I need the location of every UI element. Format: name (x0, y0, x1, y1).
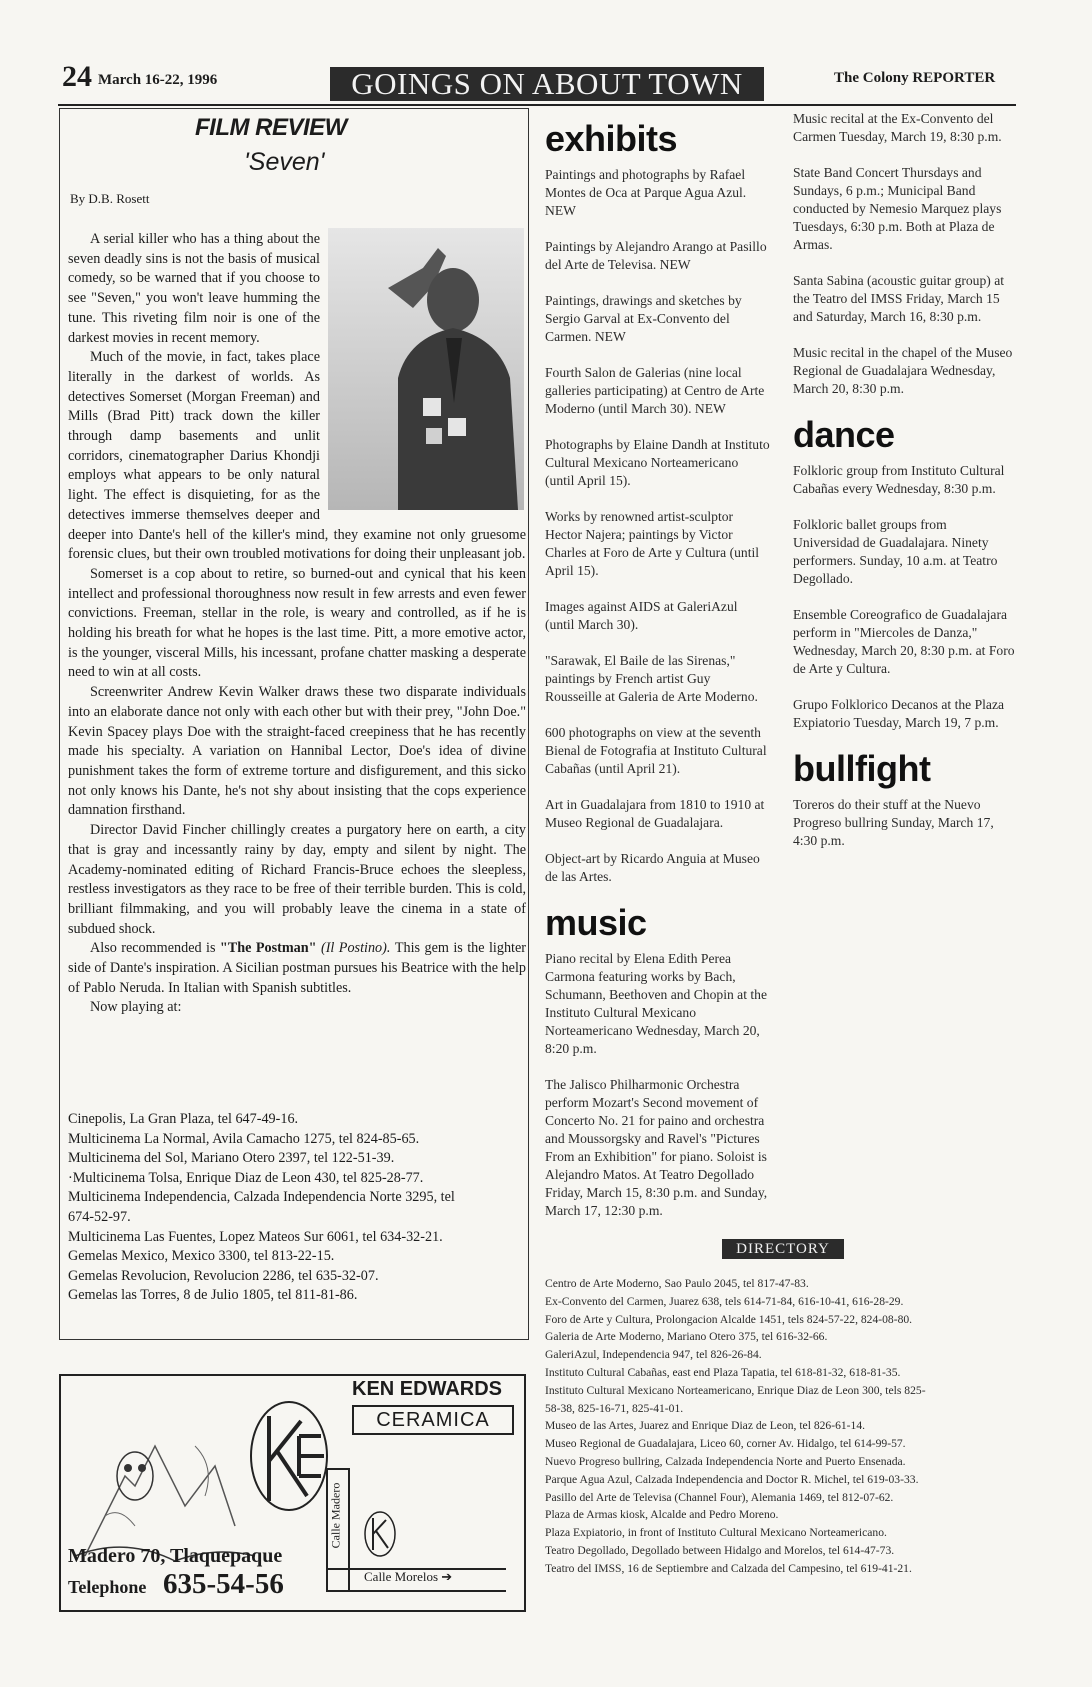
location-map (326, 1468, 511, 1596)
exhibit-item: Paintings and photographs by Rafael Montes de Oca at Parque Agua Azul. NEW (545, 167, 747, 218)
exhibit-item: Images against AIDS at GaleriAzul (until March 30). (545, 599, 738, 632)
review-paragraph: Much of the movie, in fact, takes place literally in the darkest of worlds. As detectives Somerset (Morgan Freeman) and Mills (Brad Pitt) track down the killer through damp basements and unlit corridors, cinematographer Darius Khondji employs what appears to be only natural light. The effect is disquieting, for as the detectives immerse themselves deeper and deeper into Dante's hell of the killer's mind, they examine not only gruesome forensic clues, but their own troubled motivations for doing their unpleasant job. (68, 349, 526, 563)
directory-entry: Parque Agua Azul, Calzada Independencia and Doctor R. Michel, tel 619-03-33. (545, 1472, 919, 1486)
directory-entry: Plaza de Armas kiosk, Alcalde and Pedro Moreno. (545, 1508, 779, 1522)
directory-label: DIRECTORY (722, 1239, 844, 1259)
exhibit-item: Art in Guadalajara from 1810 to 1910 at Museo Regional de Guadalajara. (545, 797, 765, 830)
original-title: (Il Postino). (316, 940, 395, 957)
dance-item: Folkloric ballet groups from Universidad de Guadalajara. Ninety performers. Sunday, 10 a.m. at Teatro Degollado. (793, 517, 998, 586)
music-item: Music recital at the Ex-Convento del Carmen Tuesday, March 19, 8:30 p.m. (793, 111, 1002, 144)
dance-item: Ensemble Coreografico de Guadalajara perform in "Miercoles de Danza," Wednesday, March 20, 8:30 p.m. at Foro de Arte y Cultura. (793, 607, 1015, 676)
cinema-listing: Gemelas Revolucion, Revolucion 2286, tel 635-32-07. (68, 1267, 379, 1284)
directory-entry: Museo de las Artes, Juarez and Enrique Diaz de Leon, tel 826-61-14. (545, 1419, 866, 1433)
film-review-body (68, 230, 526, 1018)
dance-item: Grupo Folklorico Decanos at the Plaza Expiatorio Tuesday, March 19, 7 p.m. (793, 697, 1005, 730)
section-banner: GOINGS ON ABOUT TOWN (330, 67, 764, 101)
exhibit-item: Photographs by Elaine Dandh at Instituto Cultural Mexicano Norteamericano (until April 15). (545, 437, 770, 488)
directory-entry: Museo Regional de Guadalajara, Liceo 60, corner Av. Hidalgo, tel 614-99-57. (545, 1437, 906, 1451)
cinema-listing: ·Multicinema Tolsa, Enrique Diaz de Leon 430, tel 825-28-77. (68, 1169, 424, 1186)
music-heading: music (545, 902, 647, 943)
directory-entry: Galeria de Arte Moderno, Mariano Otero 375, tel 616-32-66. (545, 1330, 828, 1344)
music-item: Music recital in the chapel of the Museo Regional de Guadalajara Wednesday, March 20, 8:30 p.m. (793, 345, 1013, 396)
byline: By D.B. Rosett (70, 191, 150, 206)
film-still-photo (328, 228, 524, 510)
map-ke-logo-icon (358, 1508, 402, 1560)
music-item: The Jalisco Philharmonic Orchestra perform Mozart's Second movement of Concerto No. 21 for paino and orchestra and Moussorgsky and Ravel's "Pictures From an Exhibition" for piano. Soloist is Alejandro Matos. At Teatro Degollado Friday, March 15, 8:30 p.m. and Sunday, March 17, 12:30 p.m. (545, 1077, 768, 1218)
ad-telephone: 635-54-56 (163, 1568, 284, 1600)
issue-date: March 16-22, 1996 (98, 72, 218, 88)
cinema-listing: Multicinema Las Fuentes, Lopez Mateos Sur 6061, tel 634-32-21. (68, 1228, 443, 1245)
page-number: 24 (62, 60, 92, 93)
map-label-madero: Calle Madero (328, 1482, 343, 1549)
listings-column-2 (545, 120, 770, 1238)
now-playing-label: Now playing at: (90, 999, 182, 1016)
exhibit-item: 600 photographs on view at the seventh Bienal de Fotografia at Instituto Cultural Cabañas (until April 21). (545, 725, 767, 776)
directory-entry: Plaza Expiatorio, in front of Instituto Cultural Mexicano Norteamericano. (545, 1526, 887, 1540)
exhibit-item: Works by renowned artist-sculptor Hector Najera; paintings by Victor Charles at Foro de Arte y Cultura (until April 15). (545, 509, 760, 578)
bullfight-heading: bullfight (793, 748, 931, 789)
cinema-listing: 674-52-97. (68, 1208, 131, 1225)
directory-entry: Pasillo del Arte de Televisa (Channel Four), Alemania 1469, tel 812-07-62. (545, 1490, 894, 1504)
dance-item: Folkloric group from Instituto Cultural Cabañas every Wednesday, 8:30 p.m. (793, 463, 1005, 496)
bullfight-item: Toreros do their stuff at the Nuevo Progreso bullring Sunday, March 17, 4:30 p.m. (793, 797, 994, 848)
music-item: Santa Sabina (acoustic guitar group) at the Teatro del IMSS Friday, March 15 and Saturday, March 16, 8:30 p.m. (793, 273, 1005, 324)
review-paragraph: Somerset is a cop about to retire, so burned-out and cynical that his keen intellect and professional thoroughness now result in few arrests and even fewer convictions. Freeman, stellar in the role, is weary and controlled, as if he is holding his breath for what he hopes is the last time. Pitt, a more emotive actor, is the younger, visceral Mills, his incessant, profane chatter masking a desperate need to win at all costs. (68, 565, 526, 681)
exhibit-item: Fourth Salon de Galerias (nine local galleries participating) at Centro de Arte Moderno (until March 30). NEW (545, 365, 765, 416)
cinema-listing: Multicinema La Normal, Avila Camacho 1275, tel 824-85-65. (68, 1130, 420, 1147)
directory-list (545, 1275, 1020, 1578)
directory-entry: Instituto Cultural Cabañas, east end Plaza Tapatia, tel 618-81-32, 618-81-35. (545, 1365, 901, 1379)
review-paragraph (68, 939, 526, 998)
exhibit-item: Paintings by Alejandro Arango at Pasillo del Arte de Televisa. NEW (545, 239, 767, 272)
cinema-listing: Gemelas las Torres, 8 de Julio 1805, tel 811-81-86. (68, 1287, 358, 1304)
music-item: State Band Concert Thursdays and Sundays, 6 p.m.; Municipal Band conducted by Nemesio Marquez plays Tuesdays, 6:30 p.m. Both at Plaza de Armas. (793, 165, 1002, 252)
directory-entry: Ex-Convento del Carmen, Juarez 638, tels 614-71-84, 616-10-41, 616-28-29. (545, 1294, 904, 1308)
directory-entry: Centro de Arte Moderno, Sao Paulo 2045, tel 817-47-83. (545, 1277, 809, 1290)
actor-photo-image (328, 228, 524, 510)
directory-entry: Foro de Arte y Cultura, Prolongacion Alcalde 1451, tels 824-57-22, 824-08-80. (545, 1312, 913, 1326)
exhibit-item: Object-art by Ricardo Anguia at Museo de las Artes. (545, 851, 760, 884)
dance-heading: dance (793, 414, 895, 455)
directory-entry: Teatro Degollado, Degollado between Hidalgo and Morelos, tel 614-47-73. (545, 1543, 895, 1557)
cinema-listing: Gemelas Mexico, Mexico 3300, tel 813-22-15. (68, 1248, 335, 1265)
exhibits-heading: exhibits (545, 118, 678, 159)
recommend-intro: Also recommended is (90, 940, 220, 957)
recommend-text: This gem is the lighter side of Dante's inspiration. A Sicilian postman pursues his Beatrice with the help of Pablo Neruda. In Italian with Spanish subtitles. (68, 940, 527, 996)
directory-entry: Instituto Cultural Mexicano Norteamericano, Enrique Diaz de Leon 300, tels 825- (545, 1383, 926, 1397)
cinema-listings (68, 1110, 526, 1306)
directory-entry: Nuevo Progreso bullring, Calzada Independencia Norte and Puerto Ensenada. (545, 1454, 906, 1468)
cinema-listing: Multicinema Independencia, Calzada Independencia Norte 3295, tel (68, 1189, 455, 1206)
listings-column-3 (793, 110, 1015, 868)
paper-name: The Colony REPORTER (834, 70, 996, 86)
cinema-listing: Multicinema del Sol, Mariano Otero 2397, tel 122-51-39. (68, 1150, 395, 1167)
cinema-listing: Cinepolis, La Gran Plaza, tel 647-49-16. (68, 1111, 299, 1127)
directory-entry: GaleriAzul, Independencia 947, tel 826-26-84. (545, 1348, 762, 1362)
map-label-morelos: Calle Morelos ➔ (364, 1569, 453, 1584)
ad-telephone-label: Telephone (68, 1577, 147, 1597)
exhibit-item: "Sarawak, El Baile de las Sirenas," paintings by French artist Guy Rousseille at Galeria de Arte Moderno. (545, 653, 758, 704)
film-review-label: FILM REVIEW (195, 114, 347, 141)
ad-business-name: KEN EDWARDS (352, 1378, 503, 1400)
review-paragraph: Screenwriter Andrew Kevin Walker draws these two disparate individuals into an elaborate dance not only with each other but with their prey, "John Doe." Kevin Spacey plays Doe with the straight-faced creepiness that he has recently made his specialty. A variation on Hannibal Lector, Doe's idea of divine punishment takes the form of extreme torture and disfigurement, and this sicko not only knows his Dante, he's not shy about insisting that the cops experience damnation firsthand. (68, 684, 526, 819)
directory-entry: 58-38, 825-16-71, 825-41-01. (545, 1401, 684, 1415)
ad-subtitle: CERAMICA (352, 1405, 514, 1435)
film-title: 'Seven' (244, 148, 325, 176)
directory-entry: Teatro del IMSS, 16 de Septiembre and Calzada del Campesino, tel 619-41-21. (545, 1561, 912, 1575)
music-item: Piano recital by Elena Edith Perea Carmona featuring works by Bach, Schumann, Beethoven and Chopin at the Instituto Cultural Mexicano Norteamericano Wednesday, March 20, 8:20 p.m. (545, 951, 767, 1056)
header-rule (58, 104, 1016, 106)
recommended-film: "The Postman" (219, 940, 317, 957)
exhibit-item: Paintings, drawings and sketches by Sergio Garval at Ex-Convento del Carmen. NEW (545, 293, 742, 344)
ad-address: Madero 70, Tlaquepaque (68, 1545, 283, 1567)
review-paragraph: A serial killer who has a thing about the seven deadly sins is not the basis of musical comedy, so be warned that if you choose to see "Seven," you won't leave humming the tune. This riveting film noir is one of the darkest movies in recent memory. (68, 231, 320, 346)
review-paragraph: Director David Fincher chillingly creates a purgatory here on earth, a city that is gray and incessantly rainy by day, empty and silent by night. The Academy-nominated editing of Richard Francis-Bruce echoes the sleepless, restless investigators as they race to be free of their terrible burden. This is cold, brilliant filmmaking, and you will probably leave the cinema in a state of subdued shock. (68, 822, 526, 937)
